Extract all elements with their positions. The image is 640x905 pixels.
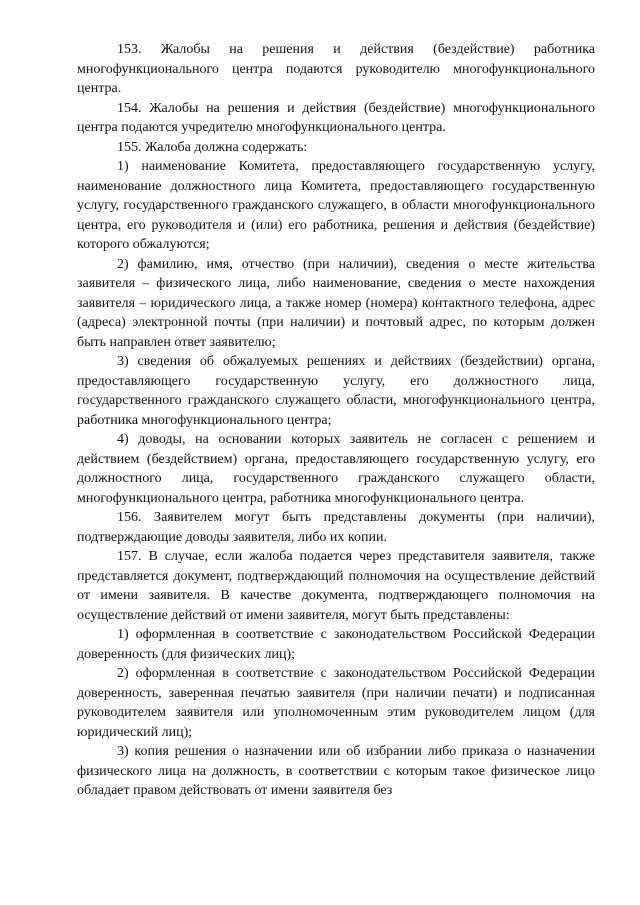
list-item-155-2: 2) фамилию, имя, отчество (при наличии), сведения о месте жительства заявителя – физического лица, либо наименование, сведения о месте нахождения заявителя – юридического лица, а также номер (номера) контактного телефона, адрес (адреса) электронной почты (при наличии) и почтовый адрес, по которым должен быть направлен ответ заявителю; xyxy=(77,256,595,350)
list-item-157-2: 2) оформленная в соответствие с законодательством Российской Федерации доверенность, заверенная печатью заявителя (при наличии печати) и подписанная руководителем заявителя или уполномоченным этим руководителем лицом (для юридический лиц); xyxy=(77,666,595,740)
list-item-155-3: 3) сведения об обжалуемых решениях и действиях (бездействии) органа, предоставляющего государственную услугу, его должностного лица, государственного гражданского служащего области, многофункционального центра, работника многофункционального центра; xyxy=(77,354,595,428)
list-item-155-1: 1) наименование Комитета, предоставляющего государственную услугу, наименование должностного лица Комитета, предоставляющего государственную услугу, государственного гражданского служащего, в области многофункционального центра, его руководителя и (или) его работника, решения и действия (бездействие) которого обжалуются; xyxy=(77,159,595,252)
paragraph-157: 157. В случае, если жалоба подается через представителя заявителя, также представляется документ, подтверждающий полномочия на осуществление действий от имени заявителя. В качестве документа, подтверждающего полномочия на осуществление действий от имени заявителя, могут быть представлены: xyxy=(77,549,595,623)
list-item-157-1: 1) оформленная в соответствие с законодательством Российской Федерации доверенность (для физических лиц); xyxy=(77,627,595,662)
list-item-155-4: 4) доводы, на основании которых заявитель не согласен с решением и действием (бездействием) органа, предоставляющего государственную услугу, его должностного лица, государственного гражданского служащего области, многофункционального центра, работника многофункционального центра. xyxy=(77,432,595,506)
paragraph-155: 155. Жалоба должна содержать: xyxy=(117,139,308,155)
paragraph-156: 156. Заявителем могут быть представлены документы (при наличии), подтверждающие доводы заявителя, либо их копии. xyxy=(77,510,595,545)
paragraph-154: 154. Жалобы на решения и действия (бездействие) многофункционального центра подаются учредителю многофункционального центра. xyxy=(77,100,595,135)
list-item-157-3: 3) копия решения о назначении или об избрании либо приказа о назначении физического лица на должность, в соответствии с которым такое физическое лицо обладает правом действовать от имени заявителя без xyxy=(77,744,595,798)
paragraph-153: 153. Жалобы на решения и действия (бездействие) работника многофункционального центра подаются руководителю многофункционального центра. xyxy=(77,42,595,96)
document-body xyxy=(77,40,595,801)
